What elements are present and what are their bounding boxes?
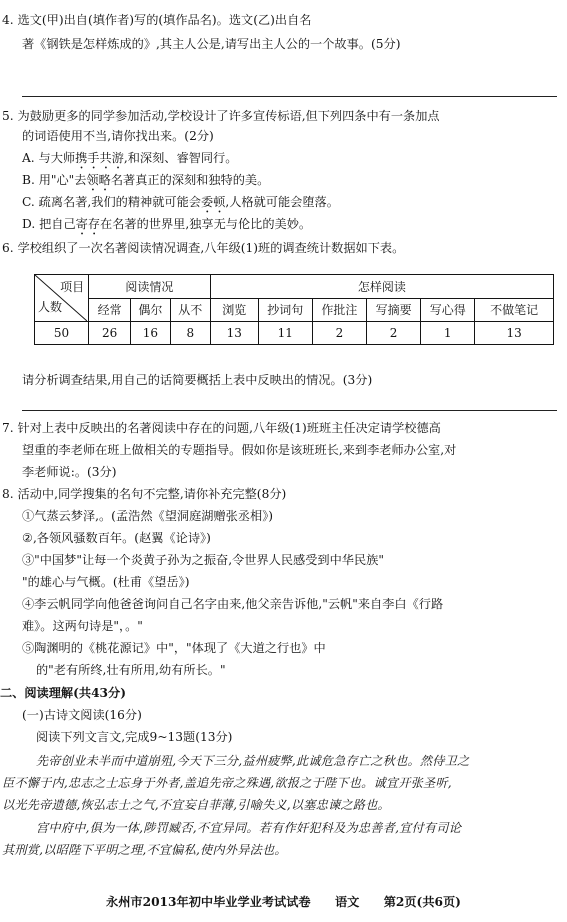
col-no-notes: 不做笔记 bbox=[475, 298, 554, 322]
q8-i5-text: ⑤陶渊明的《桃花源记》中" bbox=[22, 641, 174, 655]
q8-item2 bbox=[22, 530, 567, 547]
q4-text-b: (填作者)写的 bbox=[87, 13, 159, 27]
passage-p2-line2: 其刑赏,以昭陛下平明之理,不宜偏私,使内外异法也。 bbox=[2, 843, 287, 857]
cell-never: 8 bbox=[170, 322, 210, 345]
q7-line1: 7. 针对上表中反映出的名著阅读中存在的问题,八年级(1)班班主任决定请学校德高 bbox=[2, 421, 441, 435]
q8-i2-marker: ② bbox=[22, 531, 33, 545]
q5-d-text: D. 把自己 bbox=[22, 217, 76, 231]
q5-option-c[interactable] bbox=[22, 194, 567, 216]
q8-item4: ④李云帆同学向他爸爸询问自己名字由来,他父亲告诉他,"云帆"来自李白《行路 bbox=[22, 597, 444, 611]
table-corner-cell bbox=[35, 275, 89, 322]
q8-i3-text: ③"中国梦"让每一个炎黄子孙为之振奋,令世界人民感受到中华民族" bbox=[22, 553, 384, 567]
q8-item3 bbox=[22, 552, 567, 569]
passage-p1-line3: 以光先帝遗德,恢弘志士之气,不宜妄自菲薄,引喻失义,以塞忠谏之路也。 bbox=[2, 798, 390, 812]
q4-line1 bbox=[2, 12, 567, 29]
col-copy-phrases: 抄词句 bbox=[258, 298, 312, 322]
q4-text-d: 著《钢铁是怎样炼成的》,其主人公是 bbox=[22, 37, 221, 51]
q8-i1-text: ①气蒸云梦泽, bbox=[22, 509, 99, 523]
q8-i4-text: 难》。这两句诗是" bbox=[22, 619, 120, 633]
part2-subheading: (一)古诗文阅读(16分) bbox=[22, 708, 142, 722]
q8-item3-cont bbox=[22, 574, 567, 591]
q8-item1 bbox=[22, 508, 567, 525]
q8-item5: ⑤陶渊明的《桃花源记》中"，"体现了《大道之行也》中 bbox=[22, 641, 326, 655]
q5-a-text-2: ,和深刻、睿智同行。 bbox=[123, 151, 238, 165]
cell-total: 50 bbox=[35, 322, 89, 345]
q8-item5-cont: 的"老有所终,壮有所用,幼有所长。" bbox=[36, 663, 226, 677]
q5-b-text: B. 用"心"去 bbox=[22, 173, 87, 187]
col-sometimes: 偶尔 bbox=[131, 298, 171, 322]
q8-i5-text-b: "体现了《大道之行也》中 bbox=[186, 641, 326, 655]
cell-reflection: 1 bbox=[421, 322, 475, 345]
q5-d-text-2: 在名著的世界里,独享无与伦比的美妙。 bbox=[100, 217, 312, 231]
q6-stem: 6. 学校组织了一次名著阅读情况调查,八年级(1)班的调查统计数据如下表。 bbox=[2, 241, 405, 255]
q5-b-text-2: 名著真正的深刻和独特的美。 bbox=[110, 173, 270, 187]
q4-text-e: ,请写出主人公的一个故事。(5分) bbox=[220, 37, 401, 51]
q7-text: 李老师说: bbox=[22, 465, 75, 479]
q4-line2 bbox=[22, 36, 567, 53]
q6-followup: 请分析调查结果,用自己的话简要概括上表中反映出的情况。(3分) bbox=[22, 373, 373, 387]
cell-often: 26 bbox=[89, 322, 131, 345]
q4-text-a: 4. 选文(甲)出自 bbox=[2, 13, 88, 27]
cell-copy-phrases: 11 bbox=[258, 322, 312, 345]
cell-excerpt: 2 bbox=[367, 322, 421, 345]
passage-p1-line1: 先帝创业未半而中道崩殂,今天下三分,益州疲弊,此诚危急存亡之秋也。然侍卫之 bbox=[36, 754, 470, 768]
survey-table bbox=[34, 274, 554, 345]
q7-line2: 望重的李老师在班上做相关的专题指导。假如你是该班班长,来到李老师办公室,对 bbox=[22, 443, 457, 457]
col-never: 从不 bbox=[170, 298, 210, 322]
q5-c-text: C. 疏离名著,我们的精神就可能会 bbox=[22, 195, 201, 209]
q5-c-dotted-word: 委顿 bbox=[200, 195, 226, 209]
col-often: 经常 bbox=[89, 298, 131, 322]
corner-label-count: 人数 bbox=[38, 300, 63, 314]
cell-sometimes: 16 bbox=[131, 322, 171, 345]
q8-stem: 8. 活动中,同学搜集的名句不完整,请你补充完整(8分) bbox=[2, 487, 287, 501]
q8-item4-cont: 难》。这两句诗是"，。" bbox=[22, 619, 143, 633]
q5-stem2: 的词语使用不当,请你找出来。(2分) bbox=[22, 129, 214, 143]
q5-stem1 bbox=[2, 108, 567, 124]
q4-answer-line[interactable] bbox=[22, 96, 557, 97]
q8-i2-text: ,各领风骚数百年。(赵翼《论诗》) bbox=[32, 531, 211, 545]
page-footer: 永州市2013年初中毕业学业考试试卷 语文 第2页(共6页) bbox=[106, 895, 461, 909]
q5-option-d[interactable] bbox=[22, 216, 567, 238]
col-excerpt: 写摘要 bbox=[367, 298, 421, 322]
q8-i4-end: 。" bbox=[125, 619, 143, 633]
part2-heading: 二、阅读理解(共43分) bbox=[0, 686, 126, 700]
q8-i1-source: 。(孟浩然《望洞庭湖赠张丞相》) bbox=[99, 509, 274, 523]
q5-b-dotted-word: 领略 bbox=[86, 173, 111, 187]
q7-line3 bbox=[22, 464, 567, 481]
q6-answer-line[interactable] bbox=[22, 410, 557, 411]
part2-instruction: 阅读下列文言文,完成9~13题(13分) bbox=[36, 730, 233, 744]
corner-label-items: 项目 bbox=[60, 280, 85, 294]
col-browse: 浏览 bbox=[210, 298, 258, 322]
q5-a-text: A. 与大师 bbox=[22, 151, 76, 165]
q4-text-c: (填作品名)。选文(乙)出自名 bbox=[158, 13, 312, 27]
passage-p2-line1: 宫中府中,俱为一体,陟罚臧否,不宜异同。若有作奸犯科及为忠善者,宜付有司论 bbox=[36, 821, 462, 835]
cell-no-notes: 13 bbox=[475, 322, 554, 345]
col-reflection: 写心得 bbox=[421, 298, 475, 322]
q5-c-text-2: ,人格就可能会堕落。 bbox=[225, 195, 339, 209]
q8-i3-source: "的雄心与气概。(杜甫《望岳》) bbox=[22, 575, 190, 589]
cell-annotate: 2 bbox=[312, 322, 366, 345]
q5-a-dotted-word: 携手共游 bbox=[75, 151, 124, 165]
q5-option-b[interactable] bbox=[22, 172, 567, 194]
col-annotate: 作批注 bbox=[312, 298, 366, 322]
header-reading-method: 怎样阅读 bbox=[210, 275, 553, 299]
q7-points: 。(3分) bbox=[74, 465, 117, 479]
q5-option-a[interactable] bbox=[22, 150, 567, 172]
q5-stem-text: 5. 为鼓励更多的同学参加活动,学校设计了许多宣传标语,但下列四条中有一条加点 bbox=[2, 109, 440, 123]
passage-p1-line2: 臣不懈于内,忠志之士忘身于外者,盖追先帝之殊遇,欲报之于陛下也。诚宜开张圣听, bbox=[2, 776, 452, 790]
header-reading-status: 阅读情况 bbox=[89, 275, 211, 299]
q5-d-dotted-word: 寄存 bbox=[75, 217, 101, 231]
cell-browse: 13 bbox=[210, 322, 258, 345]
